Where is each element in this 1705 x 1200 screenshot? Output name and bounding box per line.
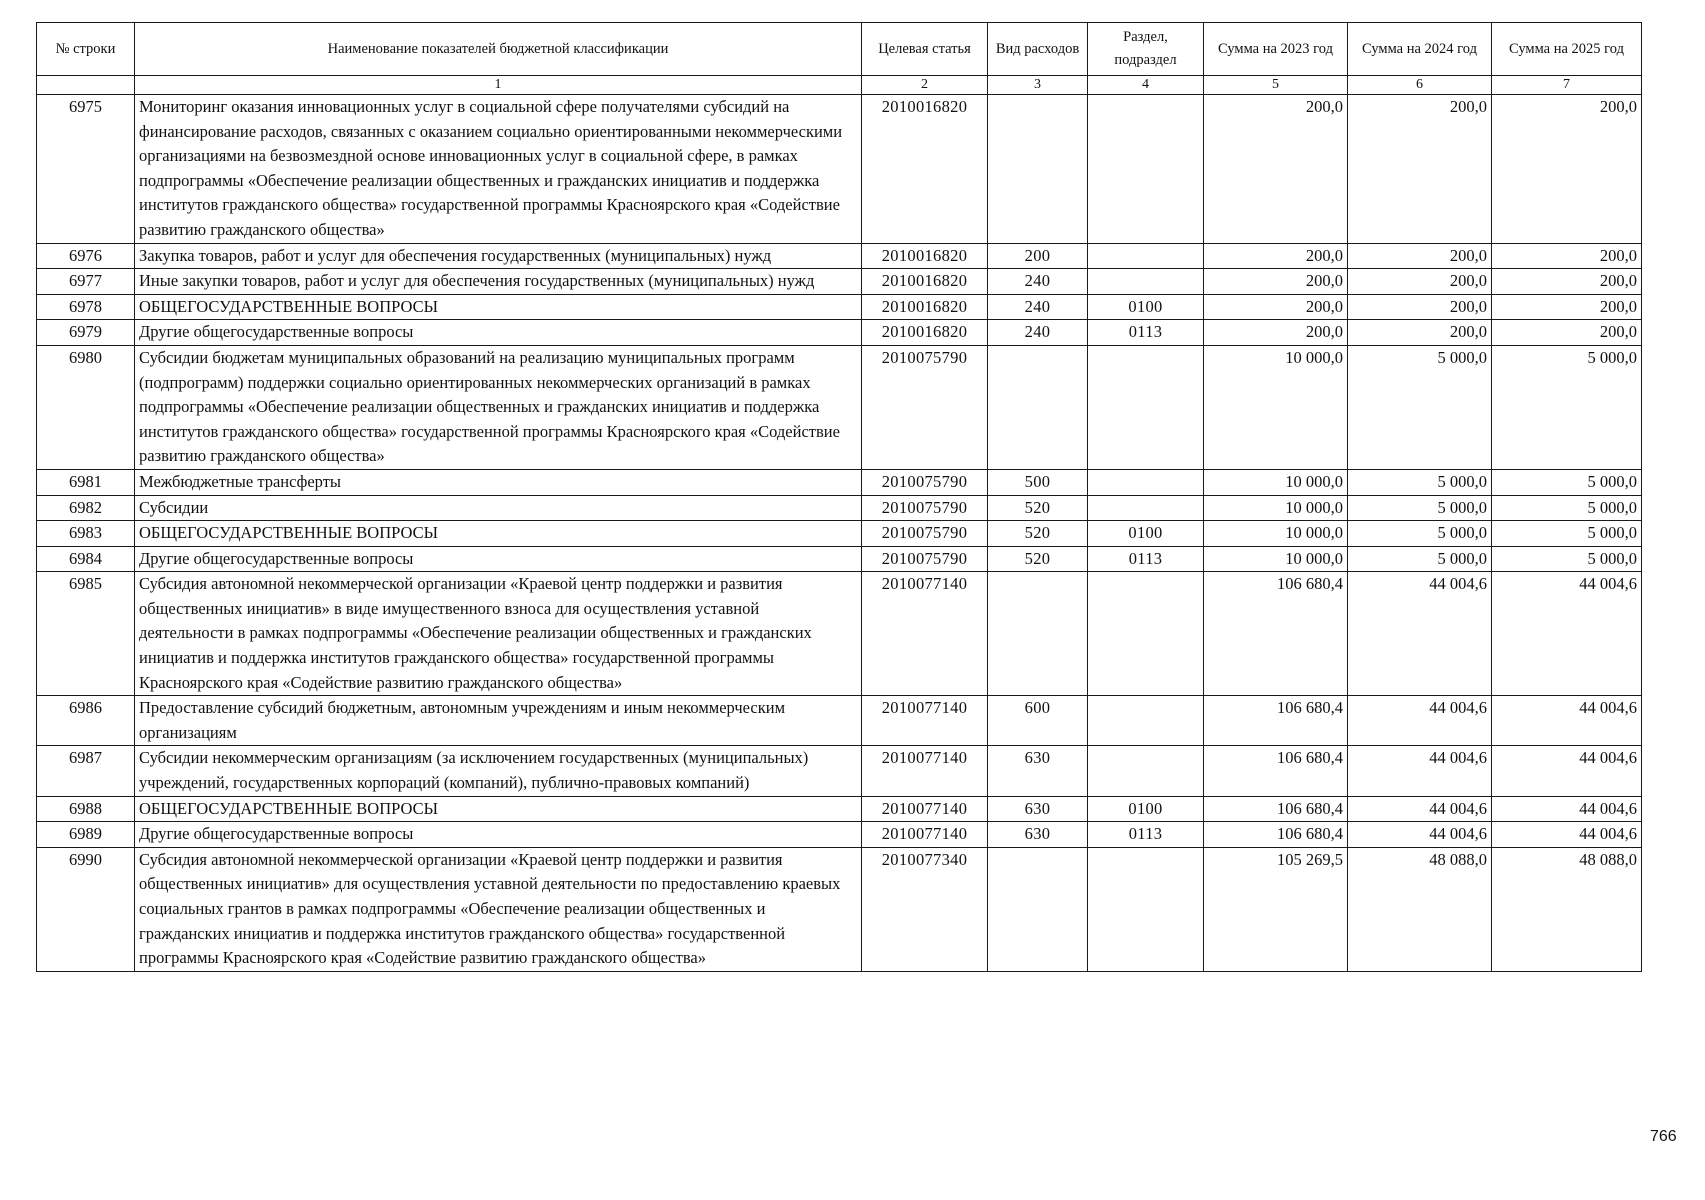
- expense-type: [988, 345, 1088, 469]
- target-article: 2010016820: [862, 243, 988, 269]
- section-code: [1088, 746, 1204, 796]
- table-row: [37, 572, 1642, 696]
- section-code: [1088, 847, 1204, 971]
- row-number: 6981: [37, 469, 135, 495]
- target-article: 2010075790: [862, 546, 988, 572]
- sum-2024: 5 000,0: [1348, 345, 1492, 469]
- row-number: 6977: [37, 269, 135, 295]
- indicator-name: Мониторинг оказания инновационных услуг в социальной сфере получателями субсидий на финансирование расходов, связанных с оказанием социально ориентированными некоммерческими организациями на безвозмездной основе инновационных услуг в социальной сфере, в рамках подпрограммы «Обеспечение реализации общественных и гражданских инициатив и поддержка институтов гражданского общества» государственной программы Красноярского края «Содействие развитию гражданского общества»: [135, 95, 862, 244]
- expense-type: 240: [988, 269, 1088, 295]
- row-number: 6987: [37, 746, 135, 796]
- row-number: 6982: [37, 495, 135, 521]
- sum-2023: 10 000,0: [1204, 546, 1348, 572]
- sum-2025: 44 004,6: [1492, 822, 1642, 848]
- table-row: [37, 521, 1642, 547]
- expense-type: 240: [988, 320, 1088, 346]
- sum-2025: 5 000,0: [1492, 345, 1642, 469]
- indicator-name: ОБЩЕГОСУДАРСТВЕННЫЕ ВОПРОСЫ: [135, 796, 862, 822]
- sum-2023: 10 000,0: [1204, 345, 1348, 469]
- table-row: [37, 320, 1642, 346]
- indicator-name: Закупка товаров, работ и услуг для обеспечения государственных (муниципальных) нужд: [135, 243, 862, 269]
- expense-type: 600: [988, 696, 1088, 746]
- table-row: [37, 847, 1642, 971]
- column-number: 1: [135, 76, 862, 95]
- target-article: 2010016820: [862, 294, 988, 320]
- sum-2023: 200,0: [1204, 269, 1348, 295]
- target-article: 2010016820: [862, 269, 988, 295]
- section-code: [1088, 345, 1204, 469]
- row-number: 6975: [37, 95, 135, 244]
- table-row: [37, 822, 1642, 848]
- indicator-name: Другие общегосударственные вопросы: [135, 320, 862, 346]
- sum-2025: 5 000,0: [1492, 495, 1642, 521]
- sum-2024: 5 000,0: [1348, 521, 1492, 547]
- expense-type: 630: [988, 822, 1088, 848]
- column-number: 4: [1088, 76, 1204, 95]
- sum-2025: 200,0: [1492, 320, 1642, 346]
- table-row: [37, 495, 1642, 521]
- page-number: 766: [1650, 1128, 1677, 1145]
- target-article: 2010075790: [862, 469, 988, 495]
- column-number: [37, 76, 135, 95]
- sum-2025: 200,0: [1492, 95, 1642, 244]
- sum-2024: 200,0: [1348, 320, 1492, 346]
- row-number: 6976: [37, 243, 135, 269]
- target-article: 2010016820: [862, 95, 988, 244]
- col-header-row-no: № строки: [37, 23, 135, 76]
- table-row: [37, 269, 1642, 295]
- sum-2024: 5 000,0: [1348, 469, 1492, 495]
- column-number: 6: [1348, 76, 1492, 95]
- sum-2023: 106 680,4: [1204, 796, 1348, 822]
- sum-2025: 5 000,0: [1492, 546, 1642, 572]
- sum-2023: 200,0: [1204, 294, 1348, 320]
- expense-type: 630: [988, 796, 1088, 822]
- sum-2024: 44 004,6: [1348, 796, 1492, 822]
- sum-2025: 200,0: [1492, 269, 1642, 295]
- indicator-name: ОБЩЕГОСУДАРСТВЕННЫЕ ВОПРОСЫ: [135, 294, 862, 320]
- section-code: [1088, 572, 1204, 696]
- indicator-name: Предоставление субсидий бюджетным, автономным учреждениям и иным некоммерческим организациям: [135, 696, 862, 746]
- budget-table: [36, 22, 1642, 972]
- expense-type: 520: [988, 521, 1088, 547]
- target-article: 2010075790: [862, 345, 988, 469]
- section-code: 0113: [1088, 320, 1204, 346]
- indicator-name: ОБЩЕГОСУДАРСТВЕННЫЕ ВОПРОСЫ: [135, 521, 862, 547]
- indicator-name: Другие общегосударственные вопросы: [135, 546, 862, 572]
- row-number: 6979: [37, 320, 135, 346]
- row-number: 6978: [37, 294, 135, 320]
- col-header-expense-type: Вид расходов: [988, 23, 1088, 76]
- sum-2025: 44 004,6: [1492, 696, 1642, 746]
- column-number: 2: [862, 76, 988, 95]
- expense-type: 200: [988, 243, 1088, 269]
- table-row: [37, 546, 1642, 572]
- row-number: 6990: [37, 847, 135, 971]
- section-code: 0100: [1088, 796, 1204, 822]
- target-article: 2010075790: [862, 521, 988, 547]
- sum-2023: 106 680,4: [1204, 822, 1348, 848]
- expense-type: [988, 847, 1088, 971]
- row-number: 6980: [37, 345, 135, 469]
- row-number: 6986: [37, 696, 135, 746]
- col-header-name: Наименование показателей бюджетной классификации: [135, 23, 862, 76]
- col-header-sum-2023: Сумма на 2023 год: [1204, 23, 1348, 76]
- table-row: [37, 746, 1642, 796]
- sum-2024: 5 000,0: [1348, 495, 1492, 521]
- sum-2025: 5 000,0: [1492, 521, 1642, 547]
- table-row: [37, 345, 1642, 469]
- table-row: [37, 696, 1642, 746]
- sum-2023: 10 000,0: [1204, 521, 1348, 547]
- column-number: 7: [1492, 76, 1642, 95]
- column-number-row: [37, 76, 1642, 95]
- target-article: 2010016820: [862, 320, 988, 346]
- sum-2025: 44 004,6: [1492, 746, 1642, 796]
- sum-2023: 106 680,4: [1204, 696, 1348, 746]
- col-header-sum-2025: Сумма на 2025 год: [1492, 23, 1642, 76]
- indicator-name: Субсидии: [135, 495, 862, 521]
- table-row: [37, 95, 1642, 244]
- target-article: 2010075790: [862, 495, 988, 521]
- section-code: 0100: [1088, 521, 1204, 547]
- target-article: 2010077140: [862, 572, 988, 696]
- sum-2024: 44 004,6: [1348, 746, 1492, 796]
- row-number: 6984: [37, 546, 135, 572]
- sum-2023: 106 680,4: [1204, 572, 1348, 696]
- section-code: [1088, 95, 1204, 244]
- indicator-name: Субсидия автономной некоммерческой организации «Краевой центр поддержки и развития общественных инициатив» для осуществления уставной деятельности по предоставлению краевых социальных грантов в рамках подпрограммы «Обеспечение реализации общественных и гражданских инициатив и поддержка институтов гражданского общества» государственной программы Красноярского края «Содействие развитию гражданского общества»: [135, 847, 862, 971]
- row-number: 6985: [37, 572, 135, 696]
- row-number: 6988: [37, 796, 135, 822]
- expense-type: [988, 95, 1088, 244]
- column-number: 5: [1204, 76, 1348, 95]
- section-code: [1088, 696, 1204, 746]
- sum-2023: 10 000,0: [1204, 495, 1348, 521]
- row-number: 6983: [37, 521, 135, 547]
- sum-2023: 200,0: [1204, 243, 1348, 269]
- sum-2023: 200,0: [1204, 95, 1348, 244]
- sum-2024: 200,0: [1348, 294, 1492, 320]
- target-article: 2010077140: [862, 746, 988, 796]
- sum-2023: 200,0: [1204, 320, 1348, 346]
- sum-2025: 5 000,0: [1492, 469, 1642, 495]
- sum-2024: 5 000,0: [1348, 546, 1492, 572]
- row-number: 6989: [37, 822, 135, 848]
- table-row: [37, 469, 1642, 495]
- expense-type: 240: [988, 294, 1088, 320]
- target-article: 2010077340: [862, 847, 988, 971]
- sum-2024: 200,0: [1348, 243, 1492, 269]
- sum-2023: 105 269,5: [1204, 847, 1348, 971]
- expense-type: 500: [988, 469, 1088, 495]
- table-row: [37, 796, 1642, 822]
- section-code: [1088, 469, 1204, 495]
- section-code: [1088, 495, 1204, 521]
- indicator-name: Иные закупки товаров, работ и услуг для обеспечения государственных (муниципальных) нужд: [135, 269, 862, 295]
- section-code: [1088, 243, 1204, 269]
- sum-2025: 44 004,6: [1492, 572, 1642, 696]
- col-header-section: Раздел, подраздел: [1088, 23, 1204, 76]
- sum-2024: 200,0: [1348, 269, 1492, 295]
- indicator-name: Субсидии некоммерческим организациям (за исключением государственных (муниципальных) учреждений, государственных корпораций (компаний), публично-правовых компаний): [135, 746, 862, 796]
- sum-2024: 200,0: [1348, 95, 1492, 244]
- section-code: 0100: [1088, 294, 1204, 320]
- sum-2024: 44 004,6: [1348, 696, 1492, 746]
- target-article: 2010077140: [862, 696, 988, 746]
- sum-2024: 48 088,0: [1348, 847, 1492, 971]
- col-header-sum-2024: Сумма на 2024 год: [1348, 23, 1492, 76]
- expense-type: 630: [988, 746, 1088, 796]
- expense-type: 520: [988, 546, 1088, 572]
- indicator-name: Субсидии бюджетам муниципальных образований на реализацию муниципальных программ (подпрограмм) поддержки социально ориентированных некоммерческих организаций в рамках подпрограммы «Обеспечение реализации общественных и гражданских инициатив и поддержка институтов гражданского общества» государственной программы Красноярского края «Содействие развитию гражданского общества»: [135, 345, 862, 469]
- sum-2025: 200,0: [1492, 243, 1642, 269]
- sum-2023: 10 000,0: [1204, 469, 1348, 495]
- sum-2025: 44 004,6: [1492, 796, 1642, 822]
- sum-2025: 200,0: [1492, 294, 1642, 320]
- sum-2024: 44 004,6: [1348, 572, 1492, 696]
- target-article: 2010077140: [862, 796, 988, 822]
- table-row: [37, 294, 1642, 320]
- expense-type: [988, 572, 1088, 696]
- header-row: [37, 23, 1642, 76]
- indicator-name: Другие общегосударственные вопросы: [135, 822, 862, 848]
- table-row: [37, 243, 1642, 269]
- section-code: [1088, 269, 1204, 295]
- expense-type: 520: [988, 495, 1088, 521]
- section-code: 0113: [1088, 546, 1204, 572]
- indicator-name: Субсидия автономной некоммерческой организации «Краевой центр поддержки и развития общественных инициатив» в виде имущественного взноса для осуществления уставной деятельности в рамках подпрограммы «Обеспечение реализации общественных и гражданских инициатив и поддержка институтов гражданского общества» государственной программы Красноярского края «Содействие развитию гражданского общества»: [135, 572, 862, 696]
- column-number: 3: [988, 76, 1088, 95]
- sum-2025: 48 088,0: [1492, 847, 1642, 971]
- section-code: 0113: [1088, 822, 1204, 848]
- target-article: 2010077140: [862, 822, 988, 848]
- indicator-name: Межбюджетные трансферты: [135, 469, 862, 495]
- sum-2024: 44 004,6: [1348, 822, 1492, 848]
- col-header-target: Целевая статья: [862, 23, 988, 76]
- sum-2023: 106 680,4: [1204, 746, 1348, 796]
